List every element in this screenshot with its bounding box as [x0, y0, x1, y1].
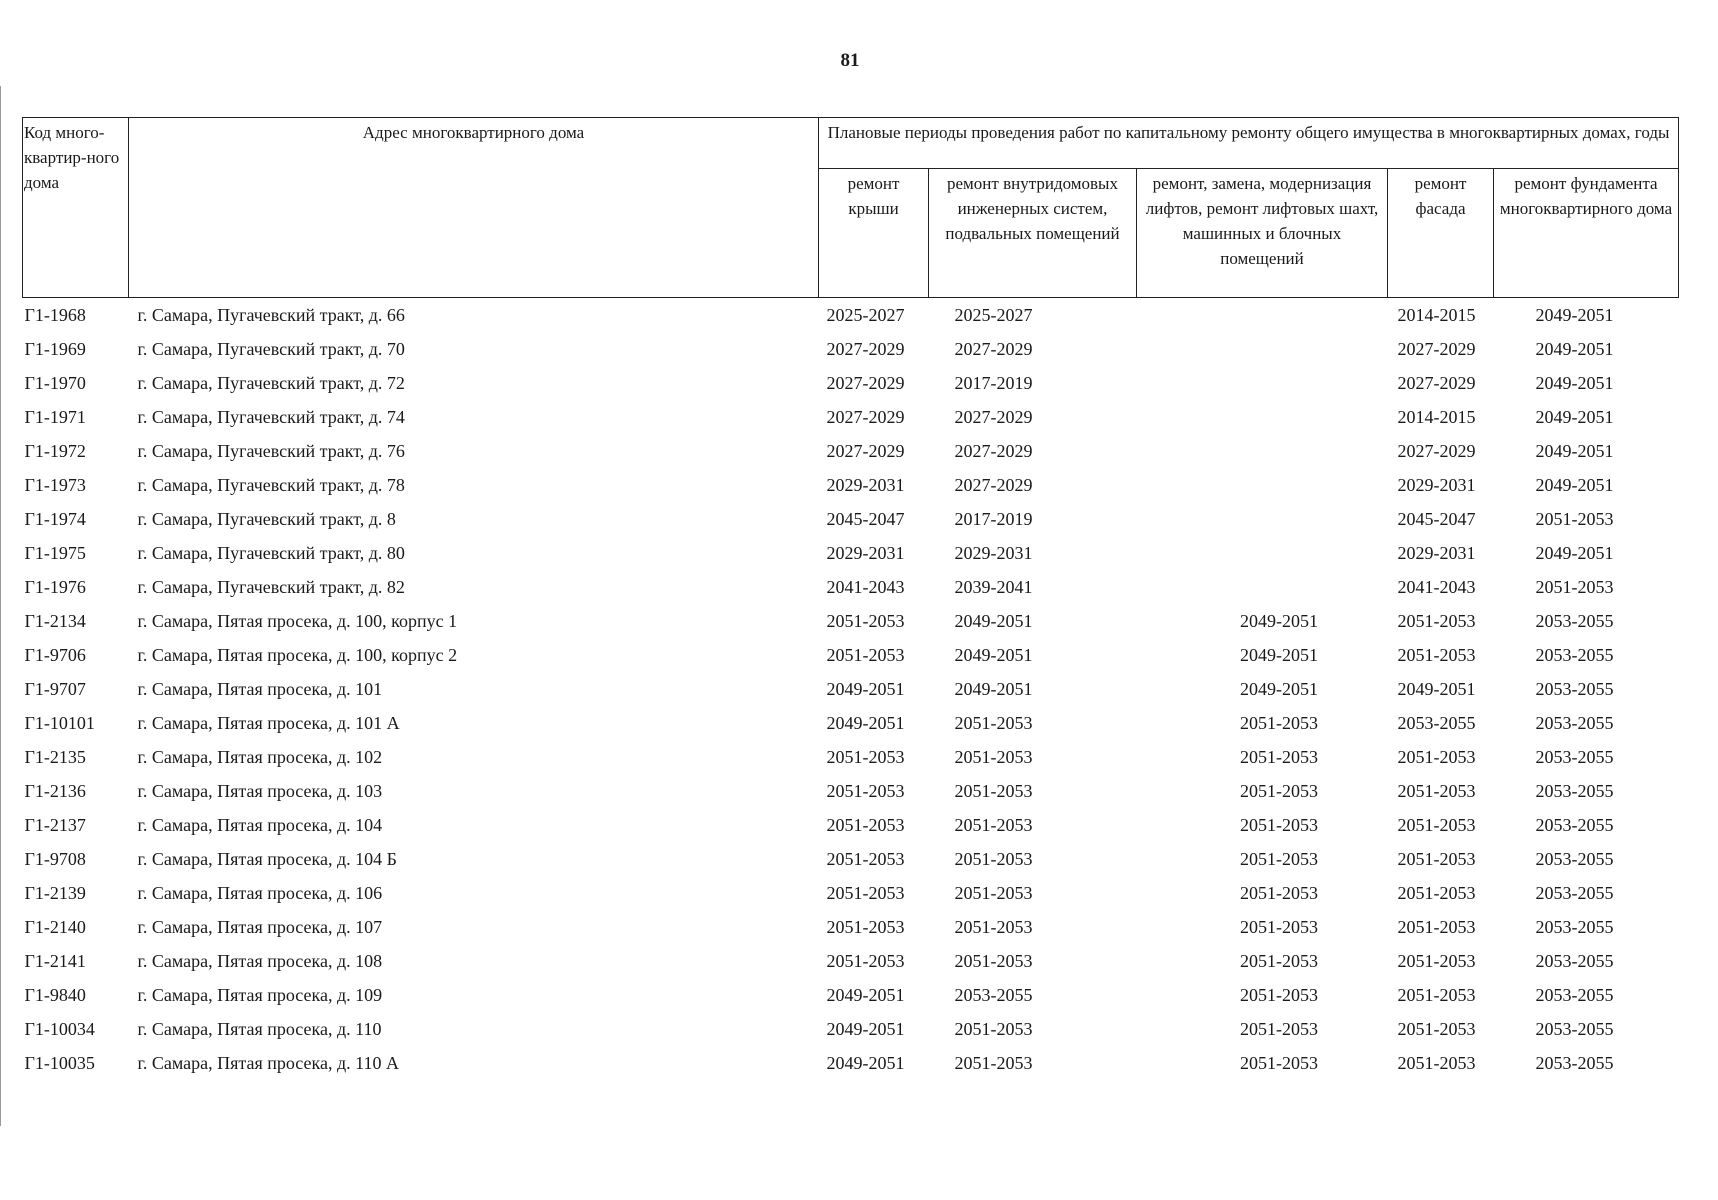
cell-lift: 2051-2053 — [1240, 747, 1318, 767]
cell-roof: 2051-2053 — [826, 815, 905, 835]
cell-address: г. Самара, Пугачевский тракт, д. 74 — [137, 407, 405, 427]
cell-roof: 2049-2051 — [826, 713, 905, 733]
cell-code: Г1-1973 — [24, 475, 86, 495]
cell-facade: 2051-2053 — [1397, 951, 1476, 971]
cell-roof: 2051-2053 — [826, 781, 905, 801]
cell-interior: 2051-2053 — [954, 917, 1033, 937]
cell-interior: 2051-2053 — [954, 951, 1033, 971]
header-code: Код много-квартир-ного дома — [23, 118, 129, 298]
cell-interior: 2051-2053 — [954, 747, 1033, 767]
cell-roof: 2027-2029 — [826, 407, 905, 427]
header-interior: ремонт внутридомовых инженерных систем, подвальных помещений — [929, 169, 1137, 298]
cell-lift — [1137, 298, 1388, 333]
scan-left-edge — [0, 86, 1, 1126]
table-row — [23, 604, 1679, 638]
cell-code: Г1-9840 — [24, 985, 86, 1005]
cell-roof: 2049-2051 — [826, 985, 905, 1005]
cell-interior: 2027-2029 — [954, 407, 1033, 427]
cell-address: г. Самара, Пугачевский тракт, д. 8 — [137, 509, 396, 529]
cell-lift — [1137, 434, 1388, 468]
cell-foundation: 2051-2053 — [1535, 577, 1614, 597]
cell-lift: 2049-2051 — [1240, 679, 1318, 699]
cell-foundation: 2049-2051 — [1535, 441, 1614, 461]
cell-foundation: 2053-2055 — [1535, 781, 1614, 801]
table-row — [23, 944, 1679, 978]
page-number: 81 — [840, 50, 860, 71]
cell-code: Г1-1969 — [24, 339, 86, 359]
cell-code: Г1-2135 — [24, 747, 86, 767]
cell-code: Г1-1971 — [24, 407, 86, 427]
cell-roof: 2051-2053 — [826, 951, 905, 971]
cell-facade: 2051-2053 — [1397, 611, 1476, 631]
cell-foundation: 2053-2055 — [1535, 883, 1614, 903]
table-row — [23, 298, 1679, 333]
cell-code: Г1-2137 — [24, 815, 86, 835]
cell-lift: 2051-2053 — [1240, 713, 1318, 733]
cell-foundation: 2053-2055 — [1535, 917, 1614, 937]
cell-roof: 2025-2027 — [826, 305, 905, 325]
cell-lift — [1137, 332, 1388, 366]
repair-schedule-table — [22, 117, 1679, 1080]
cell-interior: 2051-2053 — [954, 1019, 1033, 1039]
table-row — [23, 366, 1679, 400]
cell-address: г. Самара, Пятая просека, д. 100, корпус 2 — [137, 645, 458, 665]
cell-code: Г1-10035 — [24, 1053, 95, 1073]
header-facade: ремонт фасада — [1388, 169, 1494, 298]
table-row — [23, 1046, 1679, 1080]
cell-interior: 2029-2031 — [954, 543, 1033, 563]
cell-code: Г1-1972 — [24, 441, 86, 461]
cell-address: г. Самара, Пугачевский тракт, д. 76 — [137, 441, 405, 461]
cell-address: г. Самара, Пугачевский тракт, д. 72 — [137, 373, 405, 393]
table-row — [23, 434, 1679, 468]
cell-roof: 2045-2047 — [826, 509, 905, 529]
cell-address: г. Самара, Пятая просека, д. 109 — [137, 985, 383, 1005]
cell-roof: 2051-2053 — [826, 883, 905, 903]
cell-facade: 2051-2053 — [1397, 1019, 1476, 1039]
cell-facade: 2041-2043 — [1397, 577, 1476, 597]
cell-address: г. Самара, Пугачевский тракт, д. 66 — [137, 305, 405, 325]
cell-address: г. Самара, Пугачевский тракт, д. 78 — [137, 475, 405, 495]
cell-address: г. Самара, Пятая просека, д. 104 Б — [137, 849, 397, 869]
table-row — [23, 706, 1679, 740]
cell-facade: 2053-2055 — [1397, 713, 1476, 733]
table-row — [23, 638, 1679, 672]
table-row — [23, 332, 1679, 366]
table-row — [23, 978, 1679, 1012]
cell-code: Г1-9706 — [24, 645, 86, 665]
table-row — [23, 876, 1679, 910]
table-row — [23, 1012, 1679, 1046]
header-foundation: ремонт фундамента многоквартирного дома — [1494, 169, 1679, 298]
cell-interior: 2017-2019 — [954, 509, 1033, 529]
cell-interior: 2051-2053 — [954, 781, 1033, 801]
header-periods-group: Плановые периоды проведения работ по капитальному ремонту общего имущества в многоквартирных домах, годы — [819, 118, 1679, 169]
cell-facade: 2029-2031 — [1397, 475, 1476, 495]
cell-roof: 2051-2053 — [826, 917, 905, 937]
table-row — [23, 502, 1679, 536]
cell-interior: 2027-2029 — [954, 475, 1033, 495]
cell-foundation: 2053-2055 — [1535, 747, 1614, 767]
cell-lift — [1137, 468, 1388, 502]
cell-interior: 2053-2055 — [954, 985, 1033, 1005]
cell-roof: 2027-2029 — [826, 339, 905, 359]
cell-code: Г1-2134 — [24, 611, 86, 631]
cell-lift: 2049-2051 — [1240, 645, 1318, 665]
cell-foundation: 2049-2051 — [1535, 339, 1614, 359]
cell-foundation: 2053-2055 — [1535, 951, 1614, 971]
cell-address: г. Самара, Пугачевский тракт, д. 82 — [137, 577, 405, 597]
cell-interior: 2051-2053 — [954, 713, 1033, 733]
cell-facade: 2051-2053 — [1397, 1053, 1476, 1073]
cell-facade: 2051-2053 — [1397, 645, 1476, 665]
cell-code: Г1-2141 — [24, 951, 86, 971]
cell-foundation: 2053-2055 — [1535, 1019, 1614, 1039]
table-row — [23, 740, 1679, 774]
cell-lift — [1137, 570, 1388, 604]
table-row — [23, 774, 1679, 808]
cell-foundation: 2049-2051 — [1535, 305, 1614, 325]
cell-facade: 2014-2015 — [1397, 407, 1476, 427]
cell-foundation: 2053-2055 — [1535, 849, 1614, 869]
cell-address: г. Самара, Пятая просека, д. 110 — [137, 1019, 382, 1039]
cell-lift — [1137, 502, 1388, 536]
cell-interior: 2027-2029 — [954, 441, 1033, 461]
cell-code: Г1-1974 — [24, 509, 86, 529]
cell-foundation: 2049-2051 — [1535, 373, 1614, 393]
cell-foundation: 2053-2055 — [1535, 679, 1614, 699]
cell-lift: 2051-2053 — [1240, 815, 1318, 835]
cell-interior: 2039-2041 — [954, 577, 1033, 597]
cell-code: Г1-10101 — [24, 713, 95, 733]
cell-interior: 2051-2053 — [954, 849, 1033, 869]
cell-roof: 2049-2051 — [826, 679, 905, 699]
table-row — [23, 570, 1679, 604]
cell-roof: 2027-2029 — [826, 441, 905, 461]
table-row — [23, 536, 1679, 570]
cell-foundation: 2053-2055 — [1535, 985, 1614, 1005]
cell-lift: 2051-2053 — [1240, 951, 1318, 971]
cell-address: г. Самара, Пятая просека, д. 101 А — [137, 713, 400, 733]
cell-roof: 2027-2029 — [826, 373, 905, 393]
cell-interior: 2049-2051 — [954, 679, 1033, 699]
cell-facade: 2027-2029 — [1397, 339, 1476, 359]
cell-facade: 2049-2051 — [1397, 679, 1476, 699]
cell-lift: 2051-2053 — [1240, 917, 1318, 937]
cell-roof: 2029-2031 — [826, 475, 905, 495]
cell-foundation: 2049-2051 — [1535, 543, 1614, 563]
cell-roof: 2049-2051 — [826, 1019, 905, 1039]
cell-lift — [1137, 366, 1388, 400]
cell-interior: 2049-2051 — [954, 611, 1033, 631]
cell-code: Г1-2136 — [24, 781, 86, 801]
cell-interior: 2017-2019 — [954, 373, 1033, 393]
cell-lift: 2051-2053 — [1240, 1019, 1318, 1039]
cell-facade: 2027-2029 — [1397, 373, 1476, 393]
cell-address: г. Самара, Пятая просека, д. 100, корпус 1 — [137, 611, 458, 631]
cell-code: Г1-1976 — [24, 577, 86, 597]
cell-facade: 2051-2053 — [1397, 781, 1476, 801]
cell-facade: 2051-2053 — [1397, 917, 1476, 937]
cell-facade: 2014-2015 — [1397, 305, 1476, 325]
cell-roof: 2029-2031 — [826, 543, 905, 563]
cell-address: г. Самара, Пятая просека, д. 108 — [137, 951, 383, 971]
cell-interior: 2051-2053 — [954, 815, 1033, 835]
table-row — [23, 400, 1679, 434]
cell-interior: 2049-2051 — [954, 645, 1033, 665]
header-address: Адрес многоквартирного дома — [129, 118, 819, 298]
cell-roof: 2051-2053 — [826, 849, 905, 869]
cell-address: г. Самара, Пятая просека, д. 107 — [137, 917, 383, 937]
cell-roof: 2051-2053 — [826, 611, 905, 631]
header-roof: ремонт крыши — [819, 169, 929, 298]
cell-interior: 2051-2053 — [954, 883, 1033, 903]
table-row — [23, 808, 1679, 842]
cell-lift: 2051-2053 — [1240, 781, 1318, 801]
cell-address: г. Самара, Пятая просека, д. 102 — [137, 747, 383, 767]
cell-foundation: 2053-2055 — [1535, 1053, 1614, 1073]
cell-lift: 2051-2053 — [1240, 985, 1318, 1005]
cell-address: г. Самара, Пятая просека, д. 110 А — [137, 1053, 399, 1073]
cell-facade: 2051-2053 — [1397, 883, 1476, 903]
cell-foundation: 2053-2055 — [1535, 645, 1614, 665]
cell-lift: 2051-2053 — [1240, 849, 1318, 869]
cell-code: Г1-1975 — [24, 543, 86, 563]
cell-facade: 2051-2053 — [1397, 747, 1476, 767]
cell-lift — [1137, 400, 1388, 434]
cell-address: г. Самара, Пятая просека, д. 103 — [137, 781, 383, 801]
cell-facade: 2029-2031 — [1397, 543, 1476, 563]
cell-foundation: 2053-2055 — [1535, 815, 1614, 835]
cell-address: г. Самара, Пугачевский тракт, д. 80 — [137, 543, 405, 563]
cell-lift: 2051-2053 — [1240, 1053, 1318, 1073]
cell-roof: 2051-2053 — [826, 747, 905, 767]
cell-code: Г1-1968 — [24, 305, 86, 325]
cell-code: Г1-1970 — [24, 373, 86, 393]
cell-foundation: 2049-2051 — [1535, 475, 1614, 495]
cell-interior: 2051-2053 — [954, 1053, 1033, 1073]
cell-address: г. Самара, Пятая просека, д. 106 — [137, 883, 383, 903]
table-body — [23, 298, 1679, 1081]
cell-lift: 2049-2051 — [1240, 611, 1318, 631]
cell-address: г. Самара, Пятая просека, д. 101 — [137, 679, 383, 699]
cell-foundation: 2049-2051 — [1535, 407, 1614, 427]
cell-facade: 2045-2047 — [1397, 509, 1476, 529]
cell-roof: 2051-2053 — [826, 645, 905, 665]
cell-foundation: 2051-2053 — [1535, 509, 1614, 529]
table-row — [23, 910, 1679, 944]
cell-code: Г1-2139 — [24, 883, 86, 903]
cell-foundation: 2053-2055 — [1535, 713, 1614, 733]
table-row — [23, 468, 1679, 502]
cell-code: Г1-10034 — [24, 1019, 95, 1039]
header-lift: ремонт, замена, модернизация лифтов, ремонт лифтовых шахт, машинных и блочных помещений — [1137, 169, 1388, 298]
cell-lift: 2051-2053 — [1240, 883, 1318, 903]
cell-facade: 2051-2053 — [1397, 815, 1476, 835]
cell-lift — [1137, 536, 1388, 570]
table-row — [23, 842, 1679, 876]
cell-code: Г1-9708 — [24, 849, 86, 869]
cell-foundation: 2053-2055 — [1535, 611, 1614, 631]
cell-interior: 2027-2029 — [954, 339, 1033, 359]
cell-interior: 2025-2027 — [954, 305, 1033, 325]
cell-roof: 2049-2051 — [826, 1053, 905, 1073]
cell-address: г. Самара, Пятая просека, д. 104 — [137, 815, 383, 835]
cell-facade: 2051-2053 — [1397, 985, 1476, 1005]
table-row — [23, 672, 1679, 706]
cell-facade: 2051-2053 — [1397, 849, 1476, 869]
cell-roof: 2041-2043 — [826, 577, 905, 597]
cell-facade: 2027-2029 — [1397, 441, 1476, 461]
cell-code: Г1-9707 — [24, 679, 86, 699]
cell-address: г. Самара, Пугачевский тракт, д. 70 — [137, 339, 405, 359]
table-header — [23, 118, 1679, 298]
cell-code: Г1-2140 — [24, 917, 86, 937]
